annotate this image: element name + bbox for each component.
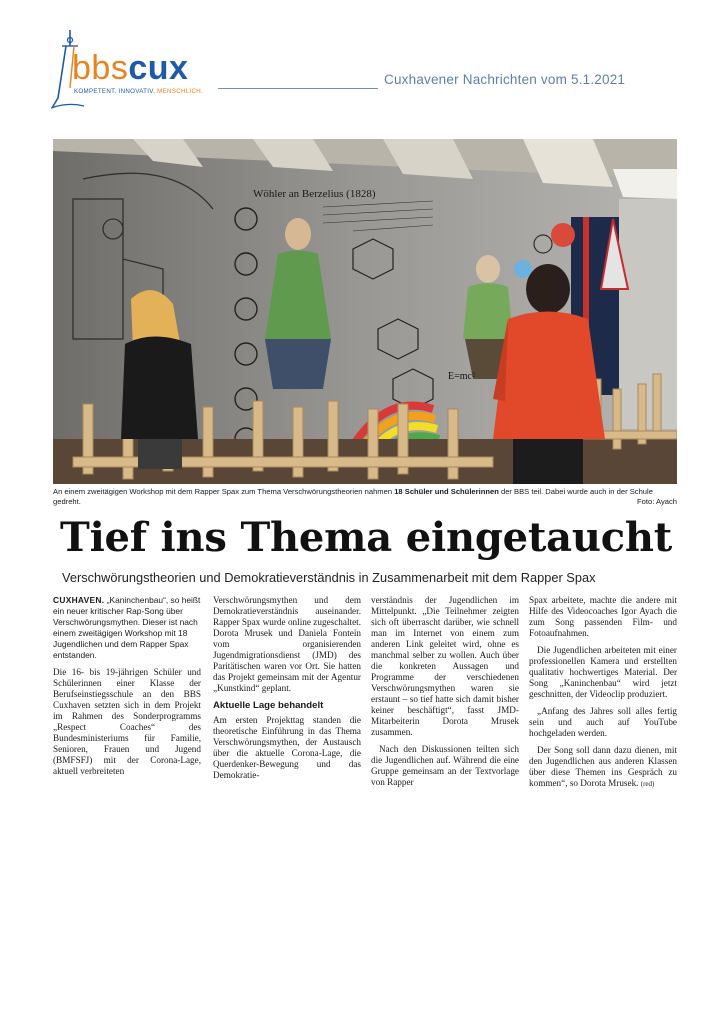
article-paragraph: Am ersten Projekttag standen die theoretische Einführung in das Thema Verschwörungsmythen, der Austausch über die aktuelle Corona-Lage, die Querdenker-Bewegung und das Demokratie- xyxy=(213,715,361,780)
svg-text:E=mc²: E=mc² xyxy=(448,371,475,382)
article-intro: CUXHAVEN. „Kaninchenbau“, so heißt ein neuer kritischer Rap-Song über Verschwörungsmythen. Dieser ist nach einem zweitägigen Workshop mit 18 Jugendlichen und dem Rapper Spax entstanden. xyxy=(53,595,201,660)
logo-tagline: KOMPETENT. INNOVATIV. MENSCHLICH. xyxy=(74,88,204,95)
header-rule xyxy=(218,88,378,89)
article-column-4 xyxy=(529,595,677,796)
article-subtitle: Aktuelle Lage behandelt xyxy=(213,700,324,711)
headline: Tief ins Thema eingetaucht xyxy=(60,514,673,561)
article-paragraph: Die Jugendlichen arbeiteten mit einer professionellen Kamera und erstellten qualitativ hochwertiges Material. Der Song „Kaninchenbau“ wird jetzt geschnitten, der Videoclip produziert. xyxy=(529,645,677,699)
mural-title: Wöhler an Berzelius (1828) xyxy=(253,188,376,200)
article-photo xyxy=(53,139,677,484)
subheadline: Verschwörungstheorien und Demokratieverständnis in Zusammenarbeit mit dem Rapper Spax xyxy=(62,570,596,585)
article-column-3 xyxy=(371,595,519,794)
article-column-2 xyxy=(213,595,361,787)
photo-caption: An einem zweitägigen Workshop mit dem Rapper Spax zum Thema Verschwörungstheorien nahmen 18 Schüler und Schülerinnen der BBS teil. Dabei wurde auch in der Schule gedreht. xyxy=(53,487,653,506)
article-paragraph: Die 16- bis 19-jährigen Schüler und Schülerinnen einer Klasse der Berufseinstiegsschule an den BBS Cuxhaven setzten sich in dem Projekt im Rahmen des Sonderprogramms „Respect Coaches“ des Bundesministeriums für Familie, Senioren, Frauen und Jugend (BMFSFJ) mit der Corona-Lage, aktuell verbreiteten xyxy=(53,667,201,776)
article-paragraph: Verschwörungsmythen und dem Demokratieverständnis auseinander. Rapper Spax wurde online zugeschaltet. Dorota Mrusek und Daniela Fontein vom organisierenden Jugendmigrationsdienst (JMD) des Paritätischen waren vor Ort. Sie hatten das Projekt gemeinsam mit der Agentur „Kunstkind“ geplant. xyxy=(213,595,361,693)
mural-classroom-photo-icon xyxy=(53,139,677,484)
photo-credit: Foto: Ayach xyxy=(637,497,677,506)
article-paragraph: verständnis der Jugendlichen im Mittelpunkt. „Die Teilnehmer zeigten sich oft überrascht darüber, wie schnell man im Internet von einem zum anderen Link geleitet wird, ohne es manchmal selber zu wollen. Auch über die konkreten Aussagen und Programme der verschiedenen Verschwörungsmythen waren sie erstaunt – so tief hatte sich damit bisher keiner beschäftigt“, fasst JMD-Mitarbeiterin Dorota Mrusek zusammen. xyxy=(371,595,519,737)
logo-wordmark: bbscux xyxy=(72,49,189,87)
article-paragraph: Spax arbeitete, machte die andere mit Hilfe des Videocoaches Igor Ayach die zum Song passenden Film- und Fotoaufnahmen. xyxy=(529,595,677,638)
article-paragraph: Nach den Diskussionen teilten sich die Jugendlichen auf. Während die eine Gruppe gemeinsam an der Textvorlage von Rapper xyxy=(371,744,519,787)
header-source: Cuxhavener Nachrichten vom 5.1.2021 xyxy=(384,72,626,87)
bbscux-logo xyxy=(48,28,218,112)
article-paragraph: „Anfang des Jahres soll alles fertig sein und auch auf YouTube hochgeladen werden. xyxy=(529,706,677,738)
author-signature: (red) xyxy=(640,780,655,788)
article-column-1 xyxy=(53,595,201,783)
article-paragraph: Der Song soll dann dazu dienen, mit den Jugendlichen aus anderen Klassen über diese Themen ins Gespräch zu kommen“, so Dorota Mrusek. (red) xyxy=(529,745,677,788)
